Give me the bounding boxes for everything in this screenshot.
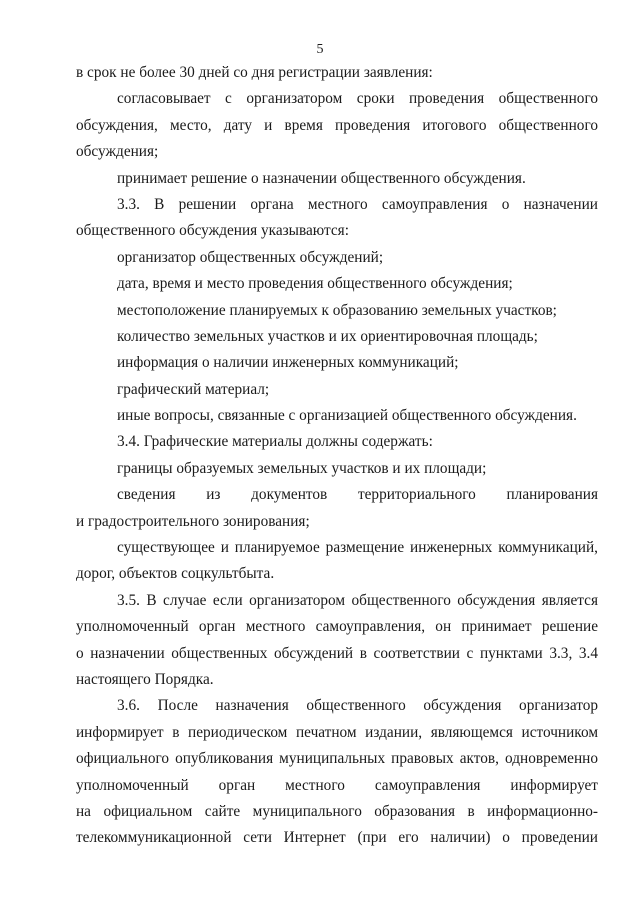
text-line: о назначении общественных обсуждений в соответствии с пунктами 3.3, 3.4 xyxy=(76,644,598,662)
text-line: официального опубликования муниципальных правовых актов, одновременно xyxy=(76,750,598,768)
text-line: согласовывает с организатором сроки проведения общественного xyxy=(117,90,598,108)
text-line: и градостроительного зонирования; xyxy=(76,512,310,530)
document-body xyxy=(76,60,598,852)
text-line: на официальном сайте муниципального образования в информационно- xyxy=(76,802,598,820)
text-line: 3.4. Графические материалы должны содержать: xyxy=(117,433,433,451)
text-line: 3.6. После назначения общественного обсуждения организатор xyxy=(117,697,598,715)
text-line: общественного обсуждения указываются: xyxy=(76,222,349,240)
text-line: дата, время и место проведения общественного обсуждения; xyxy=(117,275,513,293)
text-line: информация о наличии инженерных коммуникаций; xyxy=(117,354,459,372)
text-line: обсуждения, место, дату и время проведения итогового общественного xyxy=(76,116,598,134)
text-line: принимает решение о назначении общественного обсуждения. xyxy=(117,169,526,187)
text-line: сведения из документов территориального планирования xyxy=(117,486,598,504)
text-line: 3.3. В решении органа местного самоуправления о назначении xyxy=(117,195,598,213)
text-line: границы образуемых земельных участков и их площади; xyxy=(117,459,487,477)
text-line: в срок не более 30 дней со дня регистрации заявления: xyxy=(76,64,433,81)
text-line: местоположение планируемых к образованию земельных участков; xyxy=(117,301,557,319)
text-line: информирует в периодическом печатном издании, являющемся источником xyxy=(76,723,598,741)
text-line: телекоммуникационной сети Интернет (при его наличии) о проведении xyxy=(76,829,598,847)
text-line: уполномоченный орган местного самоуправления информирует xyxy=(76,776,598,794)
text-line: организатор общественных обсуждений; xyxy=(117,248,384,266)
text-line: иные вопросы, связанные с организацией общественного обсуждения. xyxy=(117,407,577,425)
text-line: настоящего Порядка. xyxy=(76,670,214,688)
text-line: 3.5. В случае если организатором общественного обсуждения является xyxy=(117,591,598,609)
text-line: существующее и планируемое размещение инженерных коммуникаций, xyxy=(117,539,598,557)
text-line: количество земельных участков и их ориентировочная площадь; xyxy=(117,327,538,345)
text-line: графический материал; xyxy=(117,380,270,398)
text-line: обсуждения; xyxy=(76,143,159,161)
text-line: уполномоченный орган местного самоуправления, он принимает решение xyxy=(76,618,598,636)
text-line: дорог, объектов соцкультбыта. xyxy=(76,565,275,583)
page-number: 5 xyxy=(316,42,324,57)
